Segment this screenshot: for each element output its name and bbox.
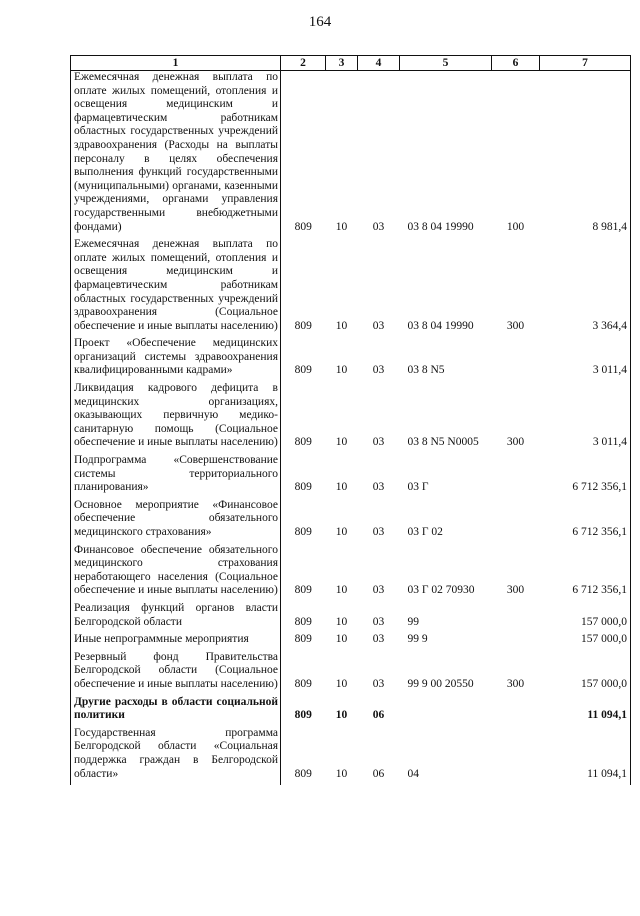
row-rz-cell: 10 xyxy=(335,615,348,628)
page-number: 164 xyxy=(308,14,332,30)
row-vr-cell xyxy=(492,633,540,651)
row-grbs-cell: 809 xyxy=(294,319,312,332)
table-row xyxy=(71,71,631,239)
row-sum-cell: 3 011,4 xyxy=(540,337,631,382)
row-grbs-cell: 809 xyxy=(294,633,312,646)
table-body xyxy=(71,71,631,786)
row-vr-cell: 300 xyxy=(506,584,525,597)
header-col-6: 6 xyxy=(492,56,540,71)
row-name-cell: Государственная программа Белгородской области «Социальная поддержка граждан в Белгородской области» xyxy=(71,727,281,785)
header-col-7: 7 xyxy=(540,56,631,71)
row-name-cell: Ежемесячная денежная выплата по оплате жилых помещений, отопления и освещения медицинским и фармацевтическим работникам областных государственных учреждений здравоохранения (Социальное обеспечение и иные выплаты населению) xyxy=(71,238,281,337)
row-name-cell: Ликвидация кадрового дефицита в медицинских организациях, оказывающих первичную медико-санитарную помощь (Социальное обеспечение и иные выплаты населению) xyxy=(71,382,281,454)
row-vr-cell: 300 xyxy=(506,319,525,332)
row-csr-cell: 99 xyxy=(407,615,419,628)
row-rz-cell: 10 xyxy=(335,364,348,377)
row-sum-cell: 11 094,1 xyxy=(540,727,631,785)
header-col-4: 4 xyxy=(358,56,400,71)
row-rz-cell: 10 xyxy=(335,220,348,233)
row-csr-cell: 03 Г 02 xyxy=(407,526,443,538)
header-col-5: 5 xyxy=(400,56,492,71)
row-vr-cell xyxy=(492,602,540,633)
row-grbs-cell: 809 xyxy=(294,615,312,628)
row-sum-cell: 3 364,4 xyxy=(540,238,631,337)
row-vr-cell: 300 xyxy=(506,436,525,449)
row-rz-cell: 10 xyxy=(335,584,348,597)
row-vr-cell xyxy=(492,727,540,785)
row-name-cell: Основное мероприятие «Финансовое обеспечение обязательного медицинского страхования» xyxy=(71,499,281,544)
row-name-cell: Другие расходы в области социальной политики xyxy=(71,696,281,727)
row-name-cell: Финансовое обеспечение обязательного медицинского страхования неработающего населения (Социальное обеспечение и иные выплаты населению) xyxy=(71,544,281,602)
table-row xyxy=(71,382,631,454)
table-row xyxy=(71,633,631,651)
row-grbs-cell: 809 xyxy=(294,481,312,494)
table-row xyxy=(71,499,631,544)
row-sum-cell: 6 712 356,1 xyxy=(540,454,631,499)
table-row xyxy=(71,602,631,633)
row-name-cell: Проект «Обеспечение медицинских организаций системы здравоохранения квалифицированными кадрами» xyxy=(71,337,281,382)
row-grbs-cell: 809 xyxy=(294,220,312,233)
table-row xyxy=(71,454,631,499)
row-rz-cell: 10 xyxy=(335,767,348,780)
row-sum-cell: 3 011,4 xyxy=(540,382,631,454)
row-csr-cell: 03 8 N5 N0005 xyxy=(407,436,479,449)
row-sum-cell: 11 094,1 xyxy=(540,696,631,727)
row-grbs-cell: 809 xyxy=(294,436,312,449)
row-sum-cell: 6 712 356,1 xyxy=(540,544,631,602)
row-name-cell: Резервный фонд Правительства Белгородской области (Социальное обеспечение и иные выплаты населению) xyxy=(71,651,281,696)
row-name-cell: Реализация функций органов власти Белгородской области xyxy=(71,602,281,633)
row-pr-cell: 03 xyxy=(372,615,385,628)
table-row xyxy=(71,544,631,602)
row-vr-cell xyxy=(492,337,540,382)
row-pr-cell: 03 xyxy=(372,584,385,597)
row-rz-cell: 10 xyxy=(335,436,348,449)
row-vr-cell: 300 xyxy=(506,677,525,690)
row-pr-cell: 03 xyxy=(372,319,385,332)
row-sum-cell: 157 000,0 xyxy=(540,602,631,633)
row-sum-cell: 157 000,0 xyxy=(540,633,631,651)
row-sum-cell: 6 712 356,1 xyxy=(540,499,631,544)
row-grbs-cell: 809 xyxy=(294,584,312,597)
row-csr-cell xyxy=(400,696,492,727)
header-col-3: 3 xyxy=(326,56,358,71)
table-header-row xyxy=(71,56,631,71)
row-grbs-cell: 809 xyxy=(294,364,312,377)
row-pr-cell: 03 xyxy=(372,364,385,377)
row-sum-cell: 157 000,0 xyxy=(540,651,631,696)
row-rz-cell: 10 xyxy=(335,319,348,332)
row-vr-cell: 100 xyxy=(506,220,525,233)
row-grbs-cell: 809 xyxy=(294,767,312,780)
row-rz-cell: 10 xyxy=(335,526,348,538)
row-csr-cell: 03 Г 02 70930 xyxy=(407,584,475,597)
budget-table xyxy=(70,55,631,785)
row-pr-cell: 03 xyxy=(372,436,385,449)
row-rz-cell: 10 xyxy=(335,709,348,722)
row-pr-cell: 03 xyxy=(372,633,385,646)
row-rz-cell: 10 xyxy=(335,633,348,646)
row-csr-cell: 04 xyxy=(407,767,419,780)
row-rz-cell: 10 xyxy=(335,481,348,494)
table-row xyxy=(71,651,631,696)
row-pr-cell: 03 xyxy=(372,220,385,233)
table-row xyxy=(71,337,631,382)
table-row xyxy=(71,727,631,785)
row-pr-cell: 03 xyxy=(372,526,385,538)
row-csr-cell: 03 8 N5 xyxy=(407,364,445,377)
row-grbs-cell: 809 xyxy=(294,526,312,538)
row-csr-cell: 99 9 xyxy=(407,633,428,646)
table-row xyxy=(71,696,631,727)
table-row xyxy=(71,238,631,337)
row-csr-cell: 03 Г xyxy=(407,481,429,494)
row-pr-cell: 06 xyxy=(372,767,385,780)
row-pr-cell: 03 xyxy=(372,481,385,494)
row-name-cell: Подпрограмма «Совершенствование системы территориального планирования» xyxy=(71,454,281,499)
row-pr-cell: 06 xyxy=(372,709,385,722)
row-csr-cell: 03 8 04 19990 xyxy=(407,319,474,332)
header-col-1: 1 xyxy=(71,56,281,71)
row-vr-cell xyxy=(492,454,540,499)
row-name-cell: Иные непрограммные мероприятия xyxy=(71,633,281,651)
row-csr-cell: 03 8 04 19990 xyxy=(407,220,474,233)
row-vr-cell xyxy=(492,696,540,727)
row-vr-cell xyxy=(492,499,540,544)
row-grbs-cell: 809 xyxy=(294,677,312,690)
row-csr-cell: 99 9 00 20550 xyxy=(407,677,474,690)
row-sum-cell: 8 981,4 xyxy=(540,71,631,239)
row-grbs-cell: 809 xyxy=(294,709,312,722)
row-name-cell: Ежемесячная денежная выплата по оплате жилых помещений, отопления и освещения медицинским и фармацевтическим работникам областных государственных учреждений здравоохранения (Расходы на выплаты персоналу в целях обеспечения выполнения функций государственными (муниципальными) органами, казенными учреждениями, органами управления государственными внебюджетными фондами) xyxy=(71,71,281,239)
row-pr-cell: 03 xyxy=(372,677,385,690)
row-rz-cell: 10 xyxy=(335,677,348,690)
header-col-2: 2 xyxy=(281,56,326,71)
